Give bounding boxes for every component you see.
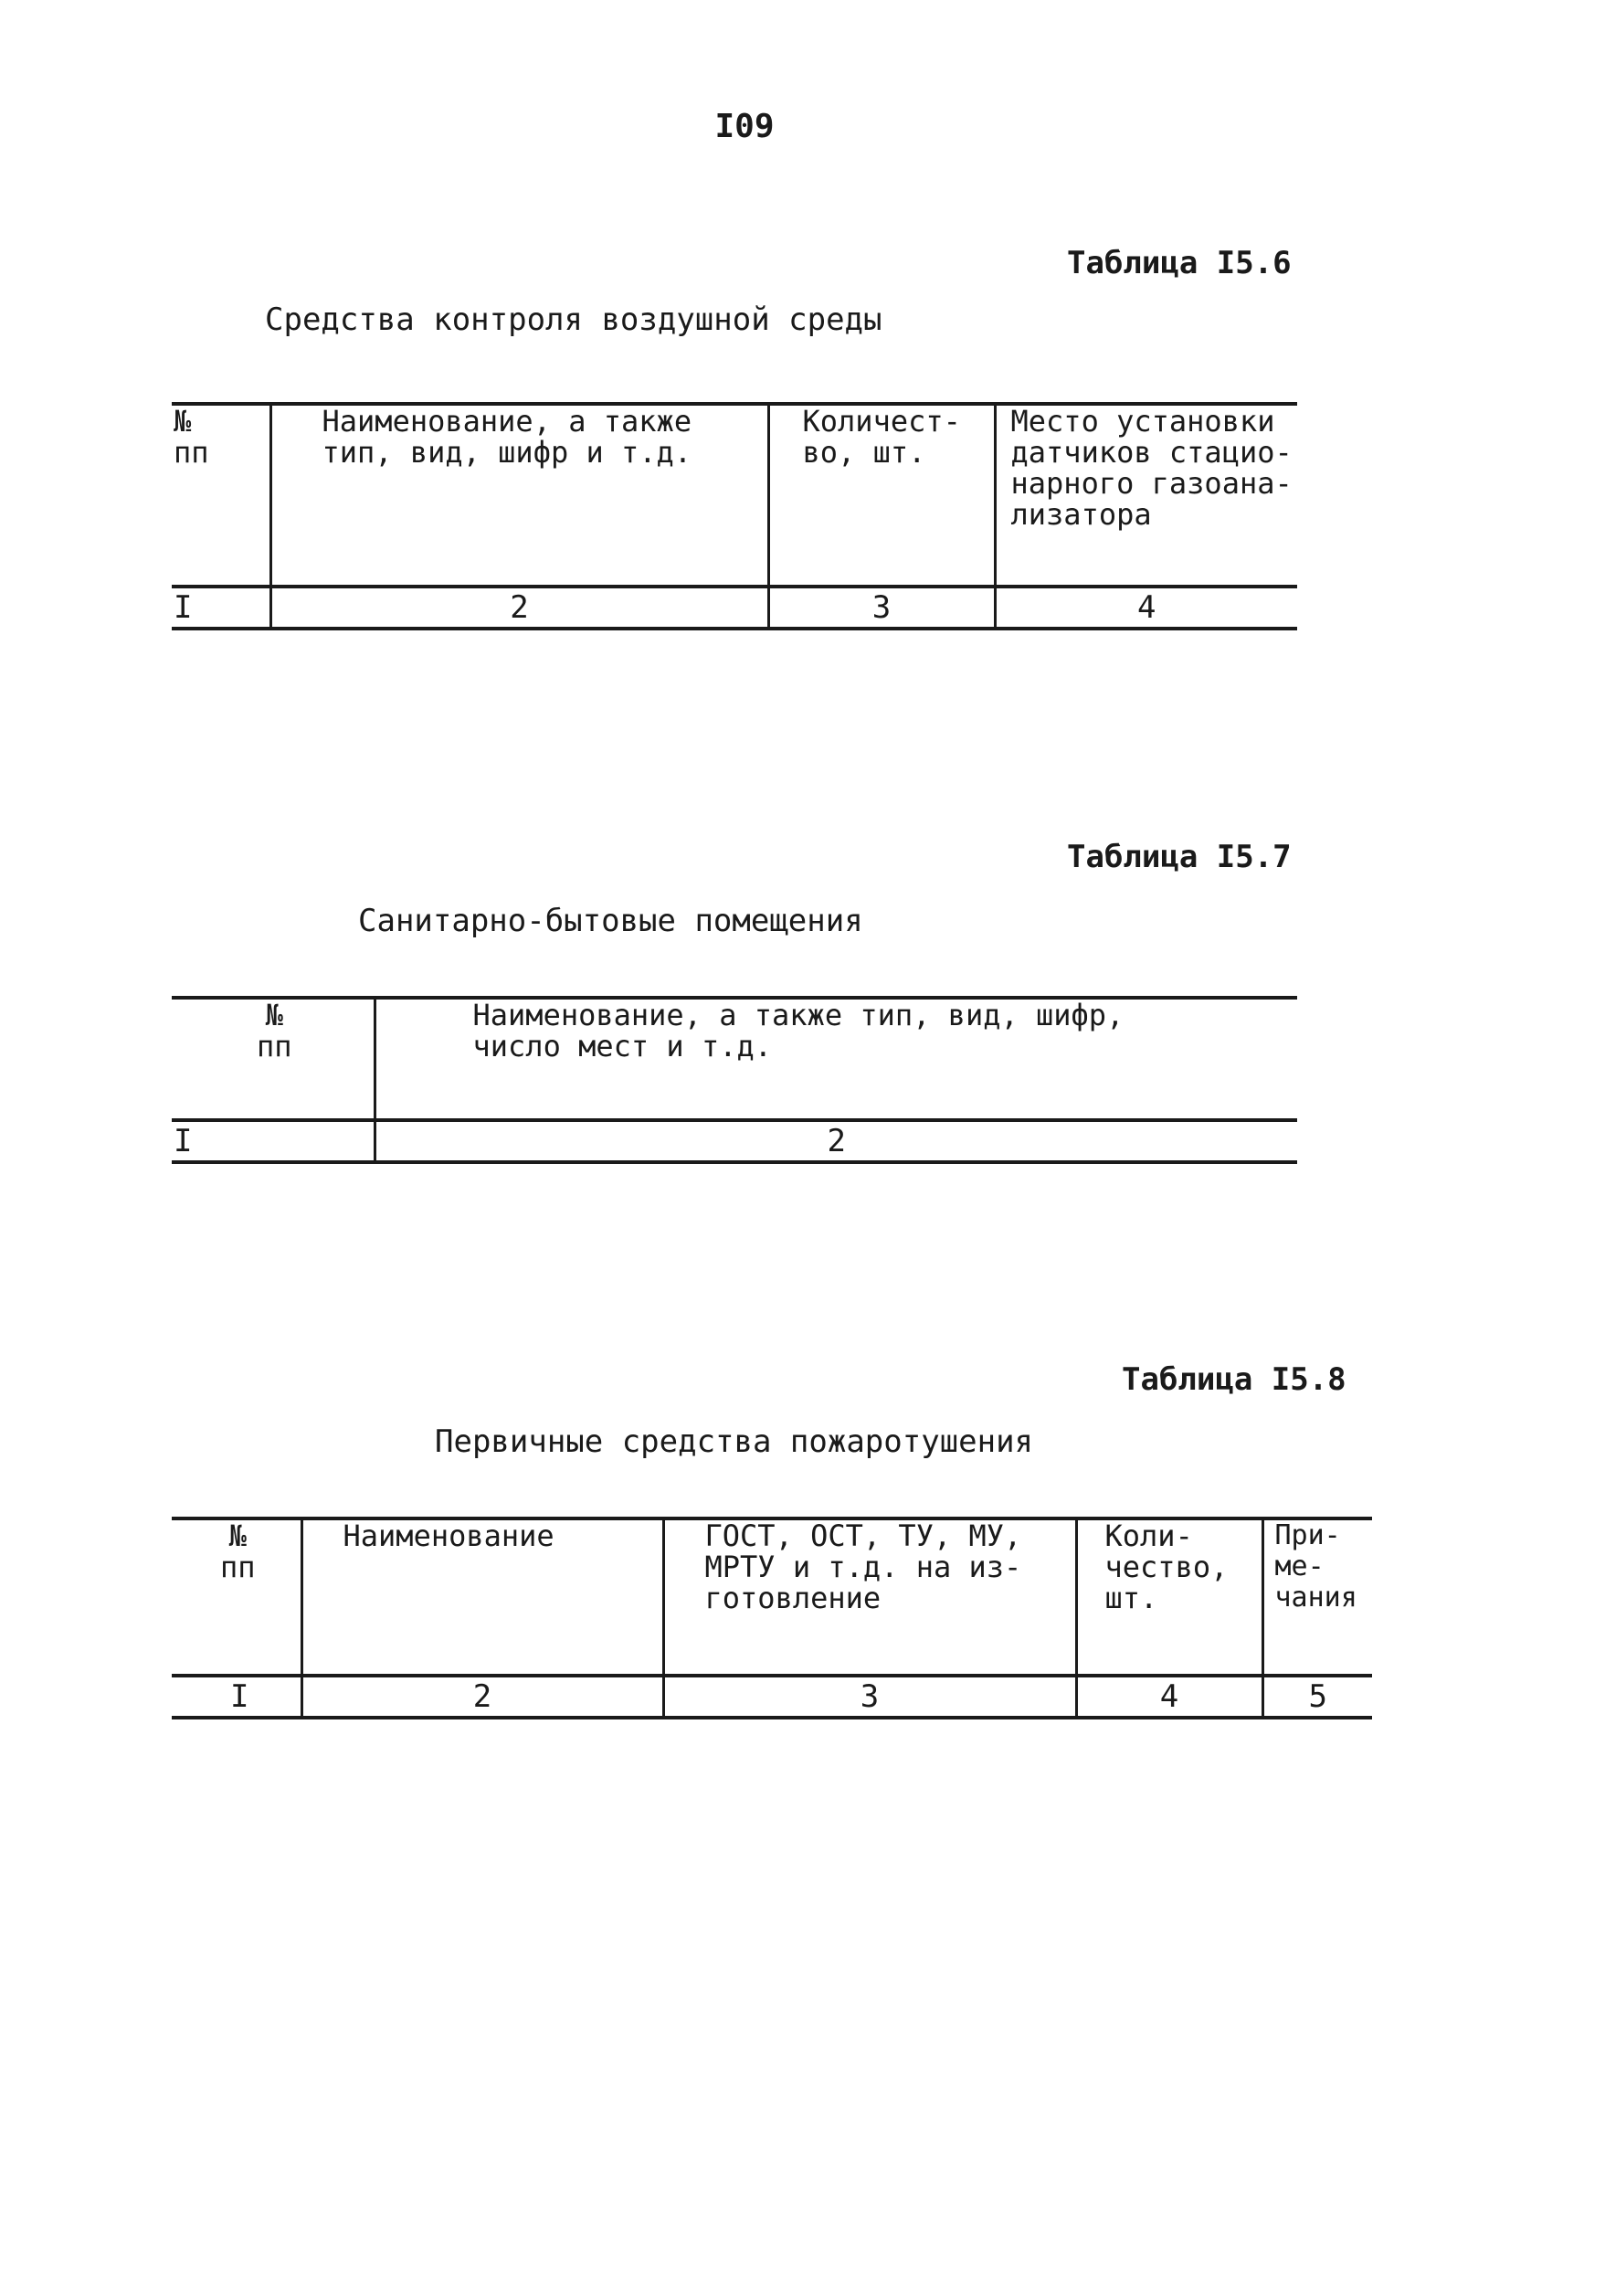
table-15-8-label: Таблица I5.8 [1122, 1361, 1346, 1398]
table-15-6 [172, 402, 1297, 630]
header-cell: № пп [172, 404, 270, 587]
column-number-cell: 2 [301, 1676, 663, 1718]
header-cell: № пп [172, 998, 375, 1120]
column-number-cell: 3 [768, 587, 995, 629]
column-number-cell: 5 [1262, 1676, 1372, 1718]
header-cell: Коли- чество, шт. [1076, 1518, 1262, 1676]
table-15-6-label: Таблица I5.6 [1067, 245, 1292, 281]
table-15-8 [172, 1517, 1372, 1719]
header-cell: Количест- во, шт. [768, 404, 995, 587]
column-number-cell: 4 [1076, 1676, 1262, 1718]
column-number-cell: I [172, 1676, 301, 1718]
page-number: I09 [714, 108, 775, 145]
header-cell: ГОСТ, ОСТ, ТУ, МУ, МРТУ и т.д. на из- готовление [663, 1518, 1076, 1676]
column-number-cell: 3 [663, 1676, 1076, 1718]
header-cell: Место установки датчиков стацио- нарного газоана- лизатора [995, 404, 1297, 587]
header-cell: № пп [172, 1518, 301, 1676]
table-15-7-title: Санитарно-бытовые помещения [358, 903, 863, 939]
column-number-cell: 2 [270, 587, 768, 629]
table-15-8-title: Первичные средства пожаротушения [435, 1423, 1034, 1460]
table-15-6-title: Средства контроля воздушной среды [265, 302, 882, 338]
column-number-cell: I [172, 1120, 375, 1162]
header-cell: Наименование, а также тип, вид, шифр и т.д. [270, 404, 768, 587]
table-15-7 [172, 996, 1297, 1164]
header-cell: Наименование [301, 1518, 663, 1676]
table-15-7-label: Таблица I5.7 [1067, 839, 1292, 875]
header-cell: При- ме- чания [1262, 1518, 1372, 1676]
column-number-cell: 2 [375, 1120, 1297, 1162]
header-cell: Наименование, а также тип, вид, шифр, число мест и т.д. [375, 998, 1297, 1120]
column-number-cell: I [172, 587, 270, 629]
column-number-cell: 4 [995, 587, 1297, 629]
